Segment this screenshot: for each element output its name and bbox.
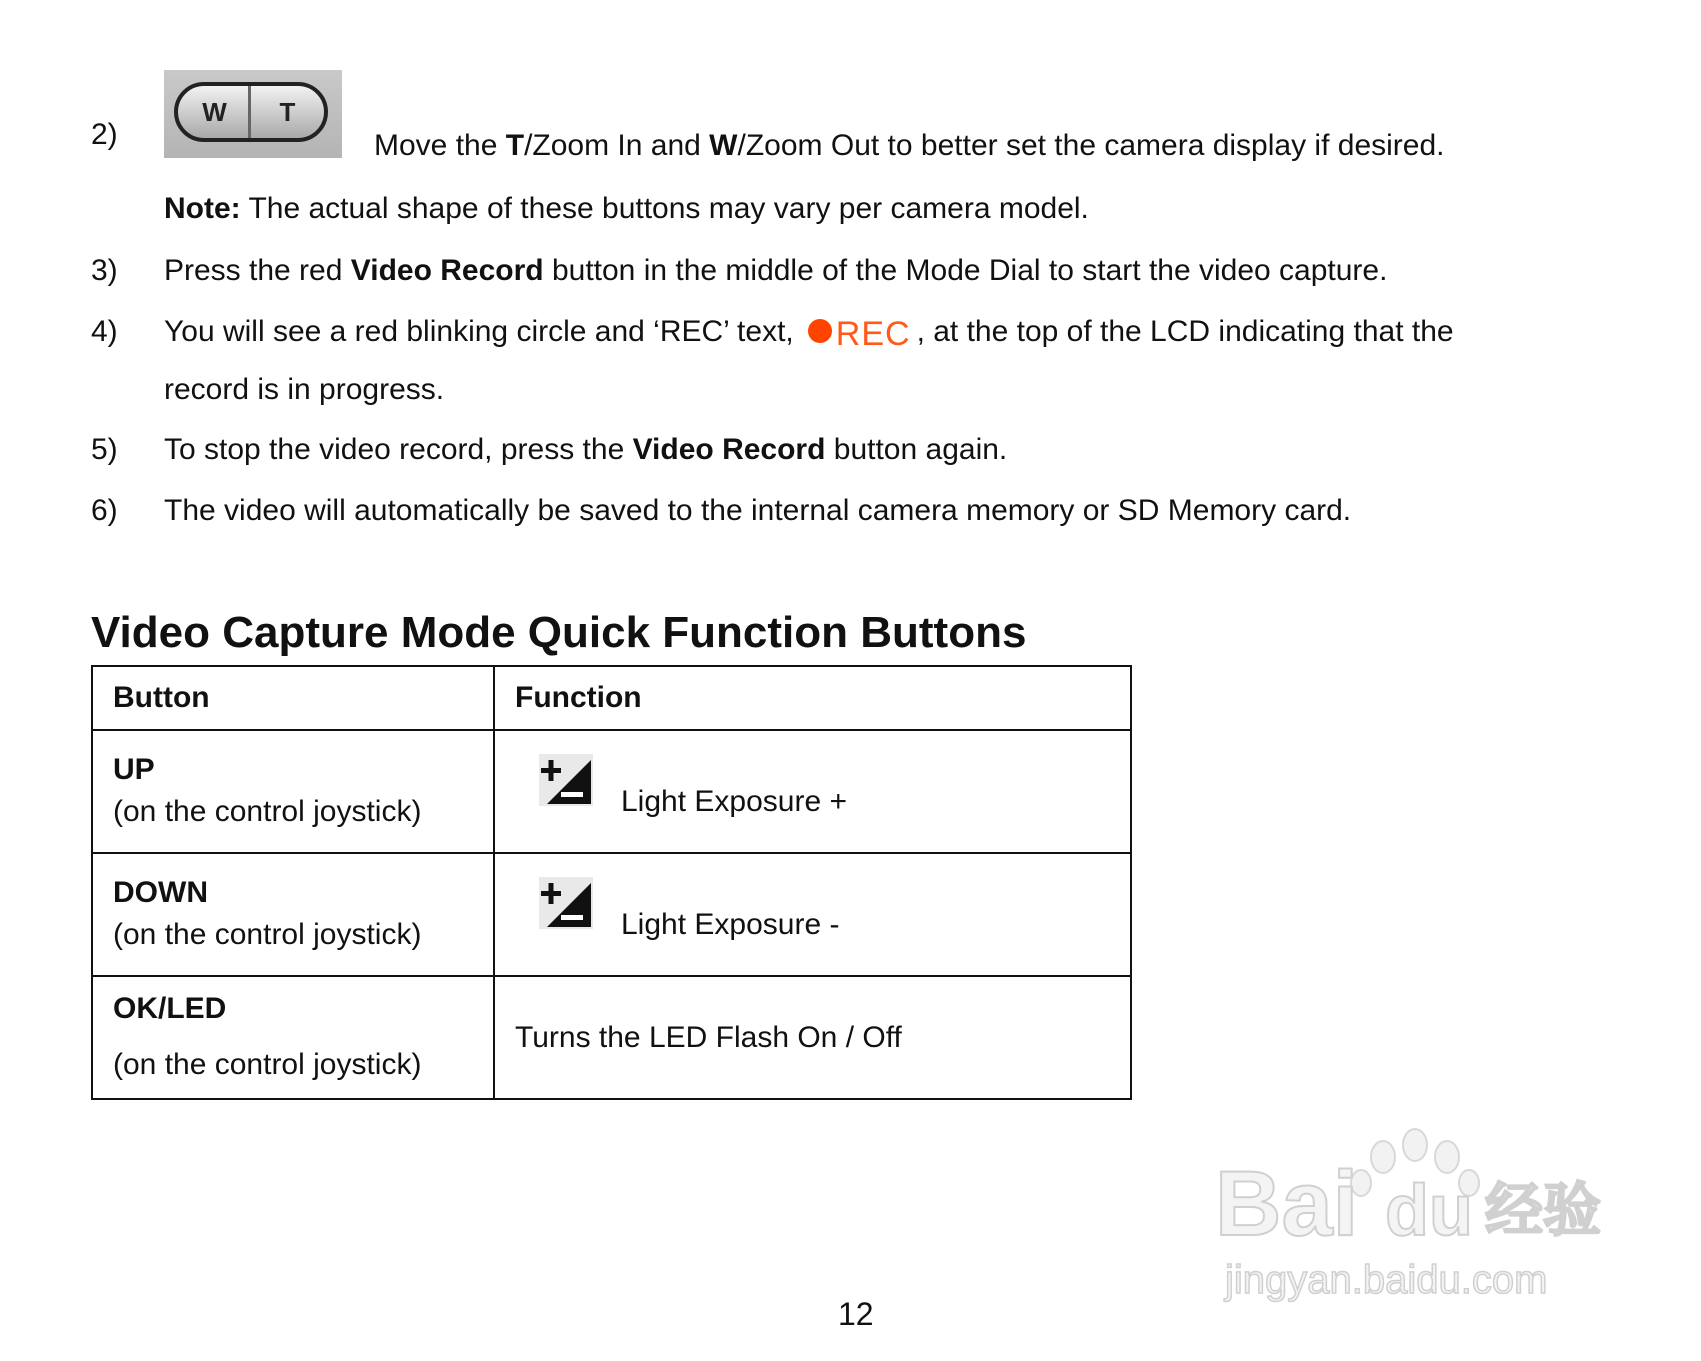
table-row xyxy=(92,976,1131,1099)
rec-indicator xyxy=(808,315,911,352)
step-2-post: /Zoom Out to better set the camera display if desired. xyxy=(737,129,1445,162)
step-3-post: button in the middle of the Mode Dial to start the video capture. xyxy=(543,254,1388,287)
function-cell xyxy=(494,730,1131,853)
svg-text:jingyan.baidu.com: jingyan.baidu.com xyxy=(1225,1258,1548,1302)
function-text: Light Exposure - xyxy=(621,907,840,941)
button-cell xyxy=(92,853,494,976)
button-location: (on the control joystick) xyxy=(113,794,422,828)
step-number: 3) xyxy=(91,254,118,287)
exposure-compensation-icon xyxy=(537,752,595,808)
note-text: The actual shape of these buttons may vary per camera model. xyxy=(240,192,1089,225)
step-2-pre: Move the xyxy=(374,129,506,162)
step-5-pre: To stop the video record, press the xyxy=(164,433,633,466)
function-cell xyxy=(494,853,1131,976)
button-name: DOWN xyxy=(113,875,208,909)
record-dot-icon xyxy=(808,319,832,343)
step-number: 2) xyxy=(91,118,118,151)
step-5-text xyxy=(164,432,1007,468)
svg-text:Bai: Bai xyxy=(1215,1153,1359,1255)
button-location: (on the control joystick) xyxy=(113,1047,422,1081)
note-label: Note: xyxy=(164,192,241,225)
step-4-text xyxy=(164,314,1454,352)
step-3-pre: Press the red xyxy=(164,254,351,287)
step-4-pre: You will see a red blinking circle and ‘REC’ text, xyxy=(164,315,794,348)
step-number: 6) xyxy=(91,494,118,527)
step-5-post: button again. xyxy=(825,433,1008,466)
step-4-line2: record is in progress. xyxy=(164,373,445,406)
step-5-bold: Video Record xyxy=(632,433,826,466)
step-2-mid: /Zoom In and xyxy=(524,129,710,162)
baidu-watermark-logo xyxy=(1215,1115,1625,1315)
button-name: OK/LED xyxy=(113,991,227,1025)
step-4-post: , at the top of the LCD indicating that the xyxy=(916,315,1454,348)
table-header-row xyxy=(92,666,1131,730)
step-number: 5) xyxy=(91,433,118,466)
column-header-function: Function xyxy=(494,666,1131,730)
step-2-bold-t: T xyxy=(505,129,525,162)
wt-rocker-icon xyxy=(174,82,328,142)
zoom-buttons-image xyxy=(164,70,342,158)
button-name: UP xyxy=(113,752,155,786)
step-2-text xyxy=(374,128,1445,164)
step-3-text xyxy=(164,253,1387,289)
button-cell xyxy=(92,976,494,1099)
step-6-text: The video will automatically be saved to the internal camera memory or SD Memory card. xyxy=(164,494,1352,527)
section-title: Video Capture Mode Quick Function Buttons xyxy=(91,608,1027,657)
function-text: Light Exposure + xyxy=(621,784,847,818)
page-number: 12 xyxy=(838,1296,874,1332)
step-2-bold-w: W xyxy=(709,129,738,162)
function-cell: Turns the LED Flash On / Off xyxy=(494,976,1131,1099)
table-row xyxy=(92,730,1131,853)
wide-label: W xyxy=(202,96,227,127)
column-header-button: Button xyxy=(92,666,494,730)
step-2-note xyxy=(164,191,1089,227)
step-number: 4) xyxy=(91,315,118,348)
exposure-compensation-icon xyxy=(537,875,595,931)
svg-text:du: du xyxy=(1385,1171,1473,1251)
rec-label: REC xyxy=(835,314,911,353)
button-cell xyxy=(92,730,494,853)
tele-label: T xyxy=(248,86,324,138)
quick-function-table xyxy=(91,665,1132,1100)
table-row xyxy=(92,853,1131,976)
svg-text:经验: 经验 xyxy=(1485,1176,1602,1244)
step-3-bold: Video Record xyxy=(350,254,544,287)
button-location: (on the control joystick) xyxy=(113,917,422,951)
